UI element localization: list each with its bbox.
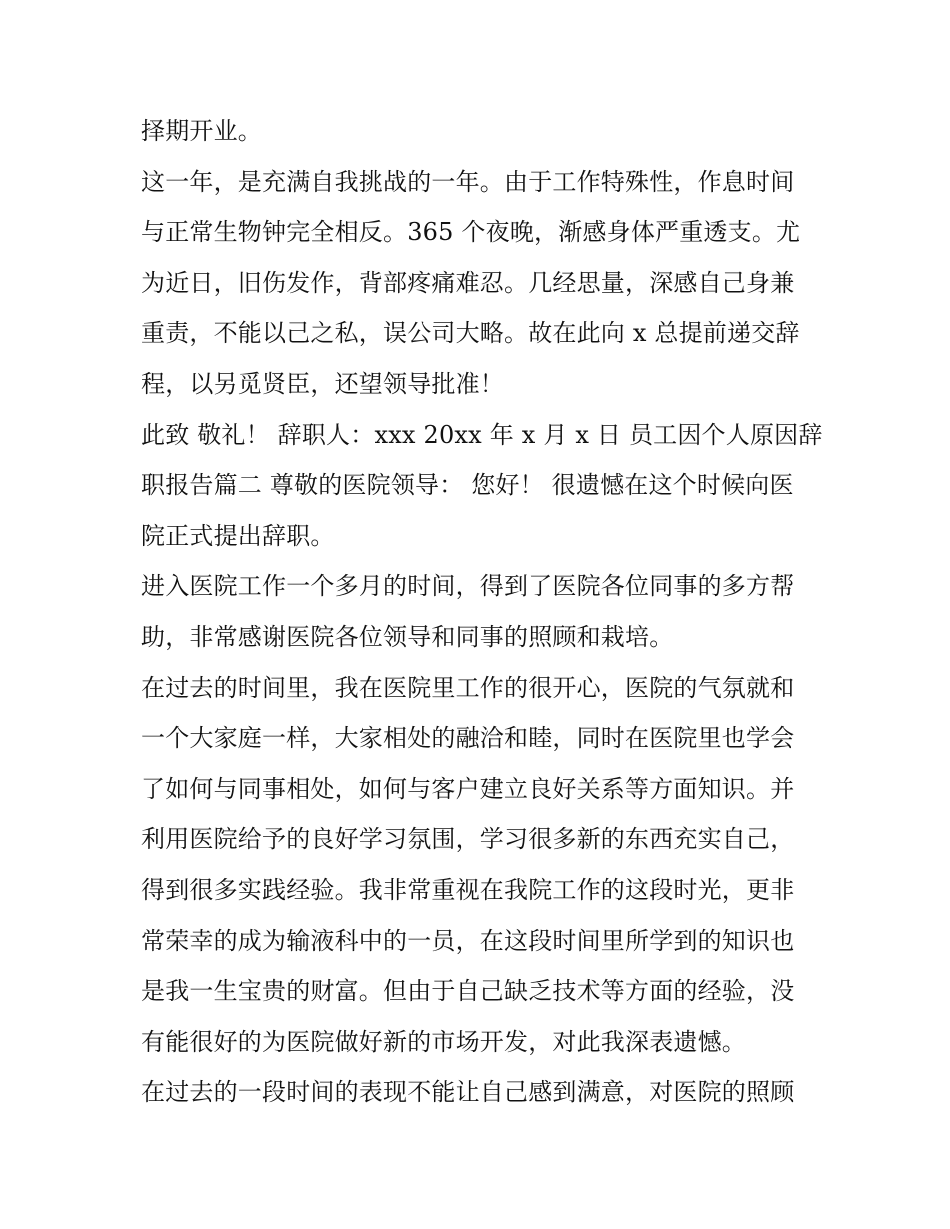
text-line: 在过去的时间里，我在医院里工作的很开心，医院的气氛就和 [141, 673, 795, 702]
text-line: 与正常生物钟完全相反。365 个夜晚，渐感身体严重透支。尤 [141, 218, 801, 247]
text-line: 一个大家庭一样，大家相处的融洽和睦，同时在医院里也学会 [141, 724, 795, 753]
text-line: 进入医院工作一个多月的时间，得到了医院各位同事的多方帮 [141, 572, 795, 601]
text-line: 常荣幸的成为输液科中的一员，在这段时间里所学到的知识也 [141, 926, 795, 955]
text-line: 得到很多实践经验。我非常重视在我院工作的这段时光，更非 [141, 875, 795, 904]
text-line: 此致 敬礼！ 辞职人：xxx 20xx 年 x 月 x 日 员工因个人原因辞 [141, 420, 823, 449]
text-line: 利用医院给予的良好学习氛围，学习很多新的东西充实自己， [141, 825, 795, 854]
text-line: 这一年，是充满自我挑战的一年。由于工作特殊性，作息时间 [141, 167, 795, 196]
text-line: 重责，不能以己之私，误公司大略。故在此向 x 总提前递交辞 [141, 319, 800, 348]
text-line: 程，以另觅贤臣，还望领导批准！ [141, 369, 504, 398]
text-line: 在过去的一段时间的表现不能让自己感到满意，对医院的照顾 [141, 1078, 795, 1107]
text-line: 助，非常感谢医院各位领导和同事的照顾和栽培。 [141, 622, 674, 651]
text-line: 为近日，旧伤发作，背部疼痛难忍。几经思量，深感自己身兼 [141, 268, 795, 297]
document-body [141, 106, 823, 1118]
text-line: 了如何与同事相处，如何与客户建立良好关系等方面知识。并 [141, 774, 795, 803]
text-line: 择期开业。 [141, 117, 262, 145]
text-line: 院正式提出辞职。 [141, 521, 335, 550]
text-line: 有能很好的为医院做好新的市场开发，对此我深表遗憾。 [141, 1027, 746, 1056]
text-line: 职报告篇二 尊敬的医院领导： 您好！ 很遗憾在这个时候向医 [141, 471, 794, 500]
text-line: 是我一生宝贵的财富。但由于自己缺乏技术等方面的经验，没 [141, 977, 795, 1006]
